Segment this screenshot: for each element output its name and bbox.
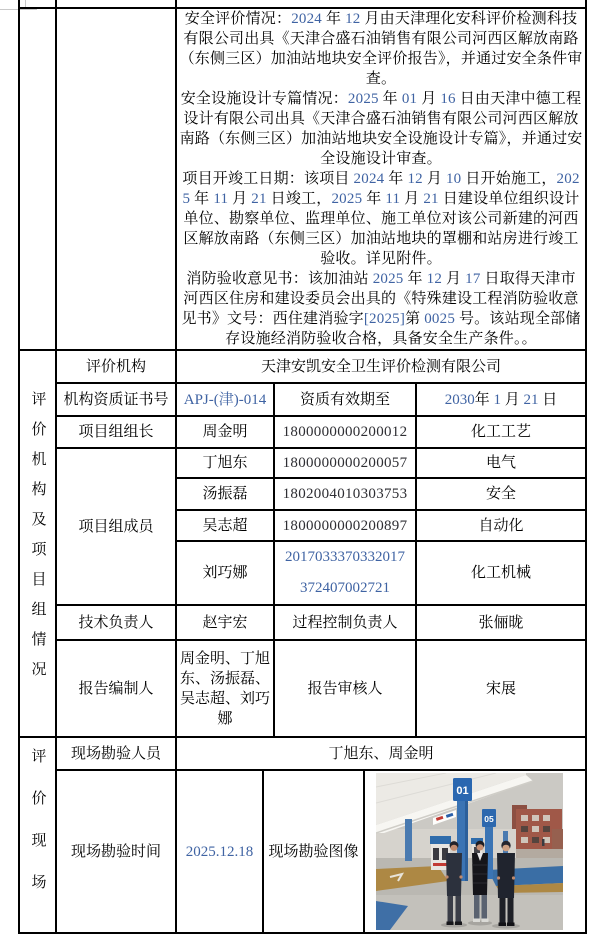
cell-qualification-number: APJ-(津)-014 bbox=[176, 383, 274, 416]
cell-member-cert bbox=[274, 541, 416, 605]
cell-validity-label: 资质有效期至 bbox=[274, 383, 416, 416]
cell-tech-label: 技术负责人 bbox=[56, 605, 176, 640]
prev-row-cell-c bbox=[176, 0, 586, 8]
cell-reviewer-label: 报告审核人 bbox=[274, 640, 416, 737]
cell-leader-name: 周金明 bbox=[176, 416, 274, 448]
cell-member-name: 刘巧娜 bbox=[176, 541, 274, 605]
cell-leader-specialty: 化工工艺 bbox=[416, 416, 586, 448]
cell-member-name: 汤振磊 bbox=[176, 478, 274, 510]
site-photo bbox=[376, 773, 563, 930]
cell-member-specialty: 电气 bbox=[416, 448, 586, 478]
cert-line-1: 2017033370332017 bbox=[285, 549, 405, 565]
empty-cell-b bbox=[56, 8, 176, 350]
site-photo-illustration bbox=[376, 773, 563, 930]
cell-member-specialty: 化工机械 bbox=[416, 541, 586, 605]
side-label-site-cell bbox=[19, 737, 56, 933]
empty-cell-a bbox=[19, 8, 56, 350]
cell-member-cert: 1802004010303753 bbox=[274, 478, 416, 510]
cell-survey-image-label: 现场勘验图像 bbox=[263, 770, 364, 933]
cell-member-cert: 1800000000200057 bbox=[274, 448, 416, 478]
cell-safety-evaluation-text bbox=[176, 8, 586, 350]
side-label-site: 评价现场 bbox=[29, 748, 46, 916]
cell-process-name: 张俪昽 bbox=[416, 605, 586, 640]
cell-member-specialty: 安全 bbox=[416, 478, 586, 510]
cell-process-label: 过程控制负责人 bbox=[274, 605, 416, 640]
cell-survey-people-label: 现场勘验人员 bbox=[56, 737, 176, 770]
cell-validity-date: 2030年 1 月 21 日 bbox=[416, 383, 586, 416]
cell-members-label: 项目组成员 bbox=[56, 448, 176, 605]
paragraph-fire-acceptance: 消防验收意见书：该加油站 2025 年 12 月 17 日取得天津市河西区住房和建设委员会出具的《特殊建设工程消防验收意见书》文号：西住建消验字[2025]第 0025 号。该站现全部储存设施经消防验收合格，具备安全生产条件。。 bbox=[181, 271, 581, 347]
cell-agency-label: 评价机构 bbox=[56, 350, 176, 383]
cell-agency-name: 天津安凯安全卫生评价检测有限公司 bbox=[176, 350, 586, 383]
prev-row-cell-b bbox=[56, 0, 176, 8]
cell-survey-time-label: 现场勘验时间 bbox=[56, 770, 176, 933]
cell-leader-label: 项目组组长 bbox=[56, 416, 176, 448]
cell-tech-name: 赵宇宏 bbox=[176, 605, 274, 640]
side-label-eval-org-cell bbox=[19, 350, 56, 737]
paragraph-construction-dates: 项目开竣工日期：该项目 2024 年 12 月 10 日开始施工，2025 年 11 月 21 日竣工，2025 年 11 月 21 日建设单位组织设计单位、勘察单位、监理单位、施工单位对该公司新建的河西区解放南路（东侧三区）加油站地块的罩棚和站房进行竣工验收。详见附件。 bbox=[182, 171, 580, 267]
cell-survey-time-value: 2025.12.18 bbox=[176, 770, 263, 933]
report-table bbox=[18, 0, 587, 934]
side-label-eval-org: 评价机构及项目组情况 bbox=[29, 390, 46, 691]
cell-member-name: 吴志超 bbox=[176, 510, 274, 541]
cert-line-2: 372407002721 bbox=[300, 580, 390, 596]
paragraph-design-special: 安全设施设计专篇情况：2025 年 01 月 16 日由天津中德工程设计有限公司出具《天津合盛石油销售有限公司河西区解放南路（东侧三区）加油站地块安全设施设计专篇》，并通过安全设施设计审查。 bbox=[179, 91, 583, 167]
cell-survey-people-value: 丁旭东、周金明 bbox=[176, 737, 586, 770]
cell-compilers-label: 报告编制人 bbox=[56, 640, 176, 737]
cell-leader-cert: 1800000000200012 bbox=[274, 416, 416, 448]
canopy-sign-01: 01 bbox=[456, 785, 469, 797]
prev-row-cell-a bbox=[19, 0, 56, 8]
cell-reviewer-name: 宋展 bbox=[416, 640, 586, 737]
cell-survey-photo bbox=[364, 770, 586, 933]
cell-compilers-names: 周金明、丁旭东、汤振磊、吴志超、刘巧娜 bbox=[176, 640, 274, 737]
cell-qualification-label: 机构资质证书号 bbox=[56, 383, 176, 416]
canopy-sign-05: 05 bbox=[484, 814, 494, 824]
cell-member-specialty: 自动化 bbox=[416, 510, 586, 541]
paragraph-safety-evaluation: 安全评价情况：2024 年 12 月由天津理化安科评价检测科技有限公司出具《天津合盛石油销售有限公司河西区解放南路（东侧三区）加油站地块安全评价报告》，并通过安全条件审查。 bbox=[179, 11, 583, 87]
cell-member-cert: 1800000000200897 bbox=[274, 510, 416, 541]
cell-member-name: 丁旭东 bbox=[176, 448, 274, 478]
